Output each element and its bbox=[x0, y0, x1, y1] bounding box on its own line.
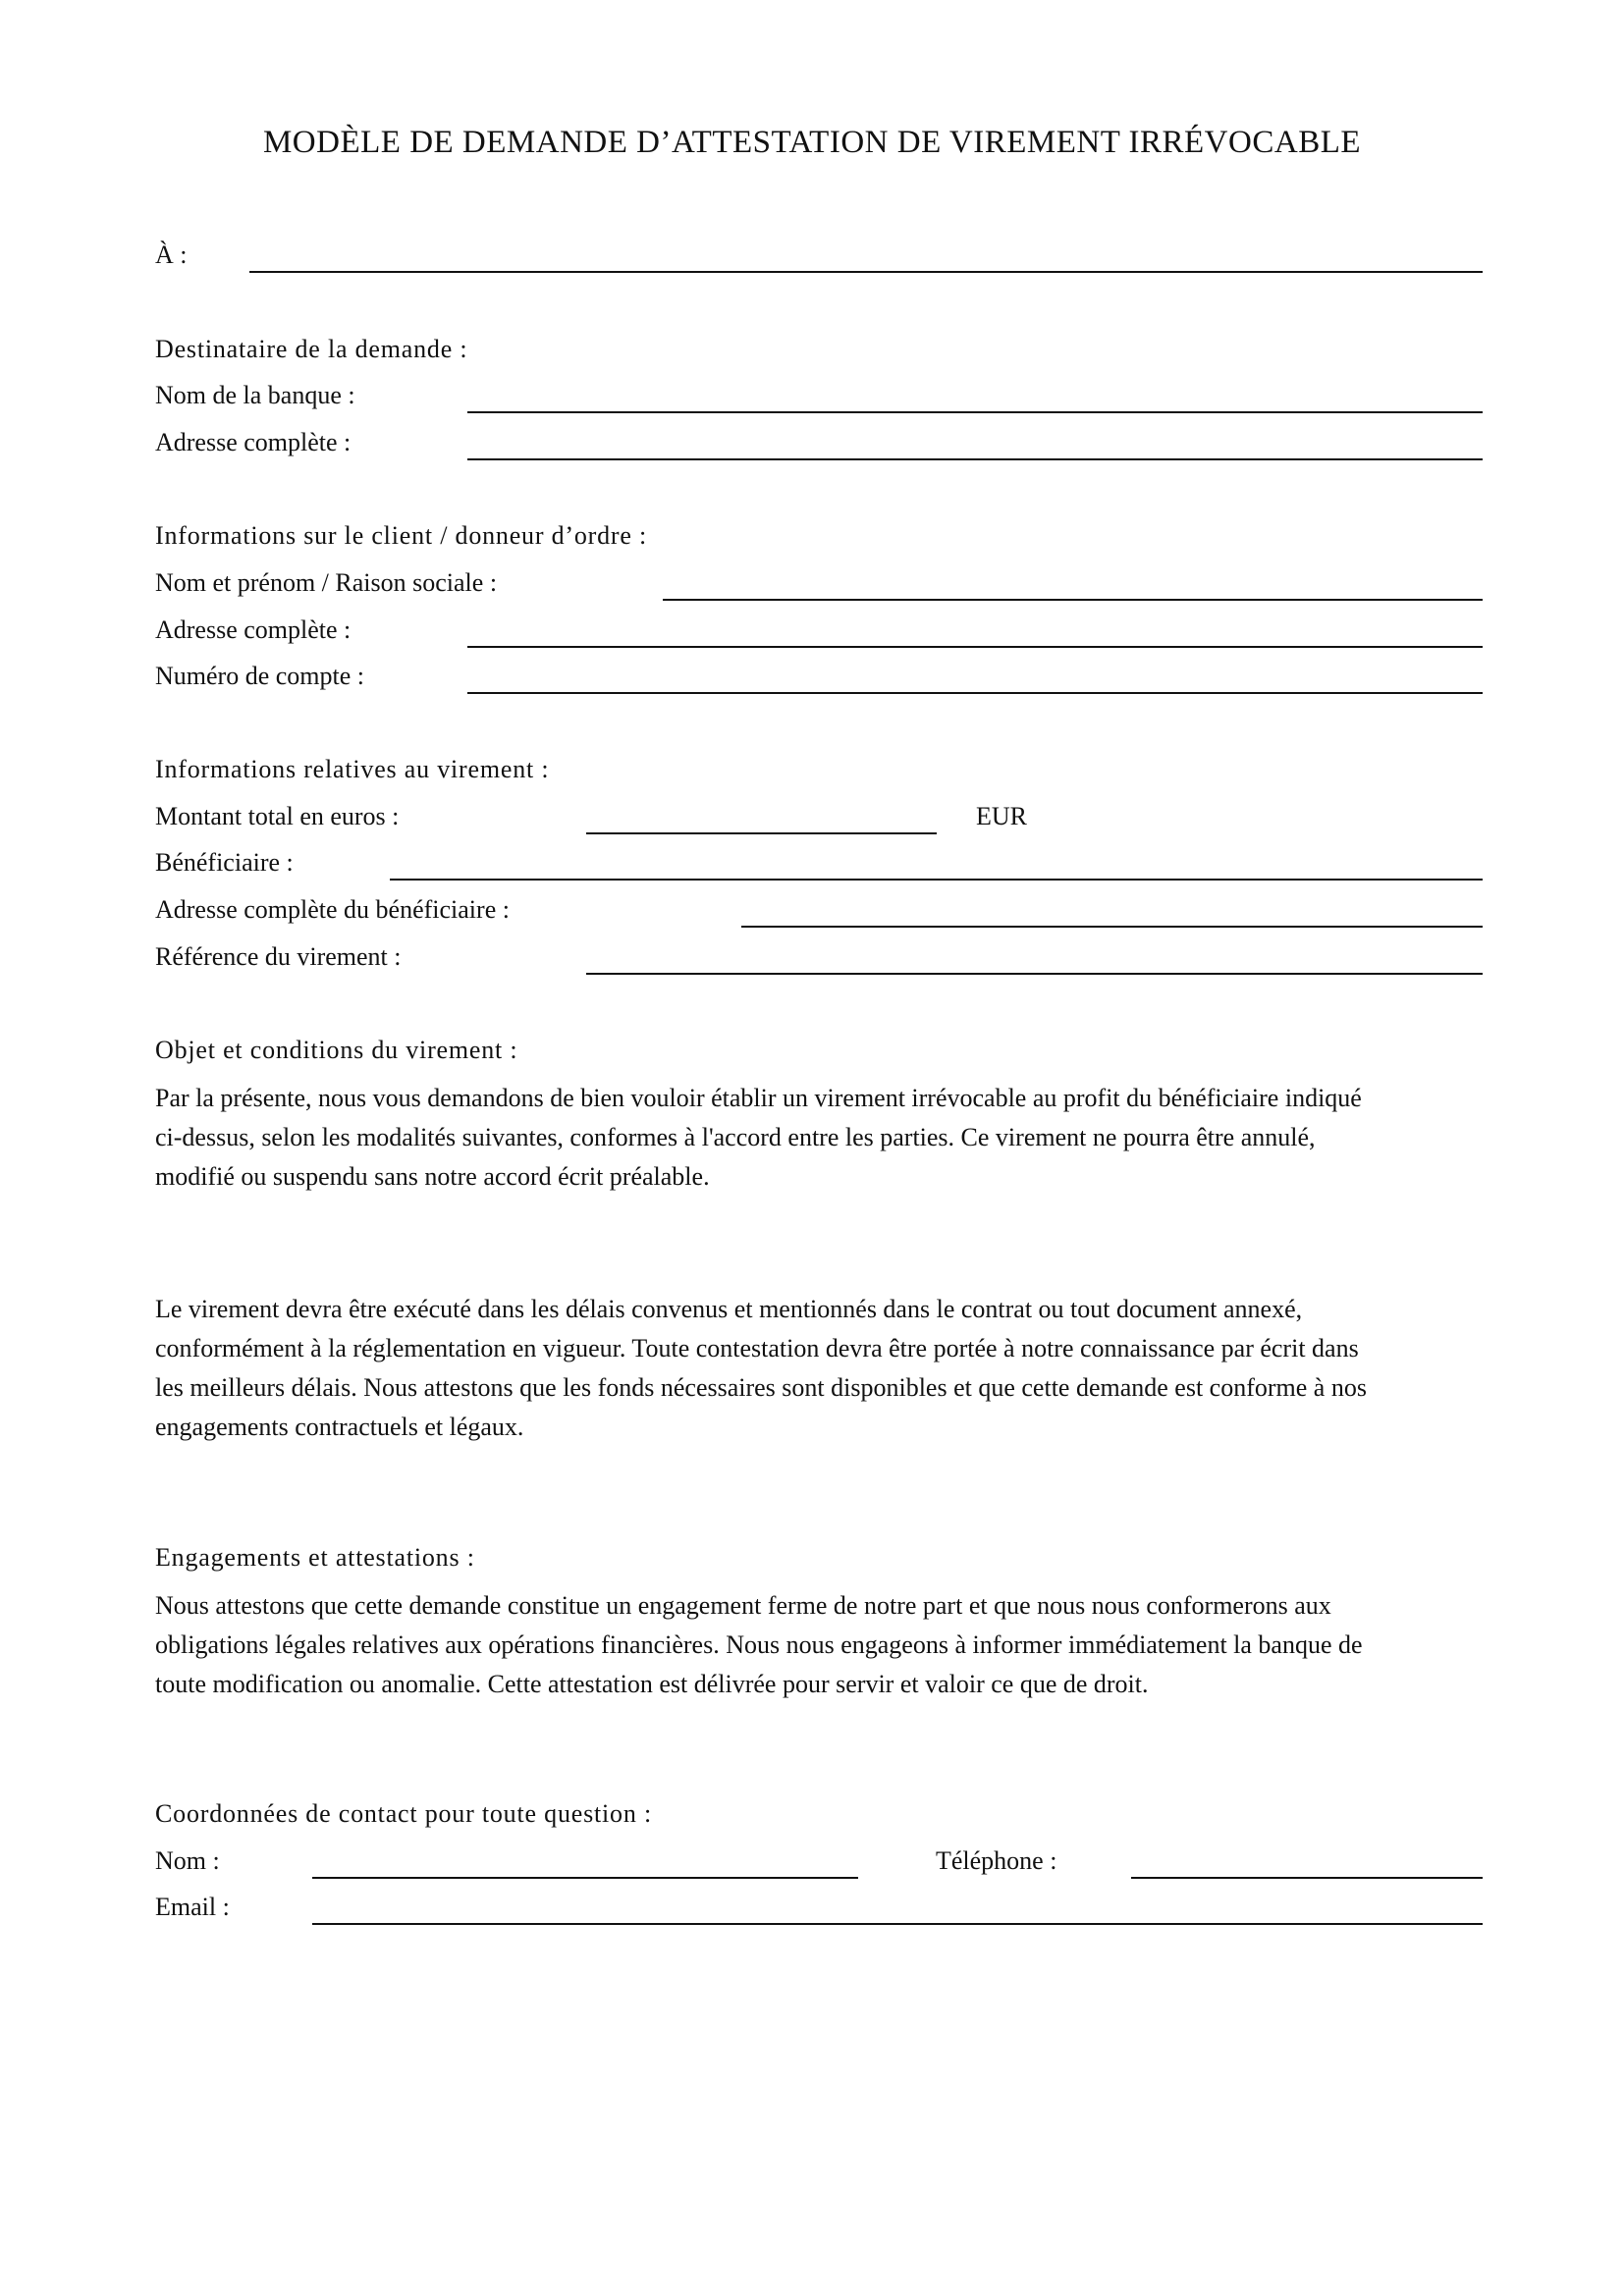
amount-field-line[interactable] bbox=[586, 832, 937, 834]
bank-address-label: Adresse complète : bbox=[155, 428, 352, 456]
bank-address-field-line[interactable] bbox=[467, 458, 1483, 460]
account-number-label: Numéro de compte : bbox=[155, 662, 364, 690]
paragraph-line: Nous attestons que cette demande constitue un engagement ferme de notre part et que nous nous conformerons aux bbox=[155, 1591, 1331, 1620]
object-paragraph-2 bbox=[155, 1290, 1481, 1447]
beneficiary-label: Bénéficiaire : bbox=[155, 848, 294, 877]
contact-phone-label: Téléphone : bbox=[936, 1846, 1057, 1875]
paragraph-line: Le virement devra être exécuté dans les délais convenus et mentionnés dans le contrat ou tout document annexé, bbox=[155, 1295, 1303, 1323]
paragraph-line: engagements contractuels et légaux. bbox=[155, 1413, 524, 1441]
object-heading: Objet et conditions du virement : bbox=[155, 1036, 518, 1064]
commitments-heading: Engagements et attestations : bbox=[155, 1543, 475, 1572]
bank-name-field-line[interactable] bbox=[467, 411, 1483, 413]
contact-phone-field-line[interactable] bbox=[1131, 1877, 1483, 1879]
currency-label: EUR bbox=[976, 802, 1027, 830]
paragraph-line: ci-dessus, selon les modalités suivantes, conformes à l'accord entre les parties. Ce virement ne pourra être annulé, bbox=[155, 1123, 1316, 1151]
to-field-line[interactable] bbox=[249, 271, 1483, 273]
contact-email-field-line[interactable] bbox=[312, 1923, 1483, 1925]
client-name-field-line[interactable] bbox=[663, 599, 1483, 601]
client-address-field-line[interactable] bbox=[467, 646, 1483, 648]
paragraph-line: obligations légales relatives aux opérations financières. Nous nous engageons à informer immédiatement la banque de bbox=[155, 1630, 1363, 1659]
beneficiary-address-label: Adresse complète du bénéficiaire : bbox=[155, 895, 510, 924]
object-paragraph-1 bbox=[155, 1079, 1481, 1197]
contact-heading: Coordonnées de contact pour toute question : bbox=[155, 1799, 652, 1828]
amount-label: Montant total en euros : bbox=[155, 802, 400, 830]
paragraph-line: les meilleurs délais. Nous attestons que les fonds nécessaires sont disponibles et que cette demande est conforme à nos bbox=[155, 1373, 1367, 1402]
transfer-heading: Informations relatives au virement : bbox=[155, 755, 550, 783]
paragraph-line: modifié ou suspendu sans notre accord écrit préalable. bbox=[155, 1162, 710, 1191]
client-heading: Informations sur le client / donneur d’ordre : bbox=[155, 521, 648, 550]
reference-field-line[interactable] bbox=[586, 973, 1483, 975]
paragraph-line: toute modification ou anomalie. Cette attestation est délivrée pour servir et valoir ce que de droit. bbox=[155, 1670, 1149, 1698]
contact-name-label: Nom : bbox=[155, 1846, 220, 1875]
account-number-field-line[interactable] bbox=[467, 692, 1483, 694]
bank-name-label: Nom de la banque : bbox=[155, 381, 355, 409]
beneficiary-field-line[interactable] bbox=[390, 879, 1483, 881]
commitments-paragraph bbox=[155, 1586, 1481, 1704]
contact-name-field-line[interactable] bbox=[312, 1877, 858, 1879]
recipient-heading: Destinataire de la demande : bbox=[155, 335, 468, 363]
client-address-label: Adresse complète : bbox=[155, 615, 352, 644]
client-name-label: Nom et prénom / Raison sociale : bbox=[155, 568, 498, 597]
document-title: MODÈLE DE DEMANDE D’ATTESTATION DE VIREMENT IRRÉVOCABLE bbox=[262, 125, 1362, 160]
reference-label: Référence du virement : bbox=[155, 942, 402, 971]
contact-email-label: Email : bbox=[155, 1893, 230, 1921]
paragraph-line: Par la présente, nous vous demandons de bien vouloir établir un virement irrévocable au profit du bénéficiaire indiqué bbox=[155, 1084, 1362, 1112]
beneficiary-address-field-line[interactable] bbox=[741, 926, 1483, 928]
paragraph-line: conformément à la réglementation en vigueur. Toute contestation devra être portée à notre connaissance par écrit dans bbox=[155, 1334, 1359, 1362]
to-label: À : bbox=[155, 240, 188, 269]
